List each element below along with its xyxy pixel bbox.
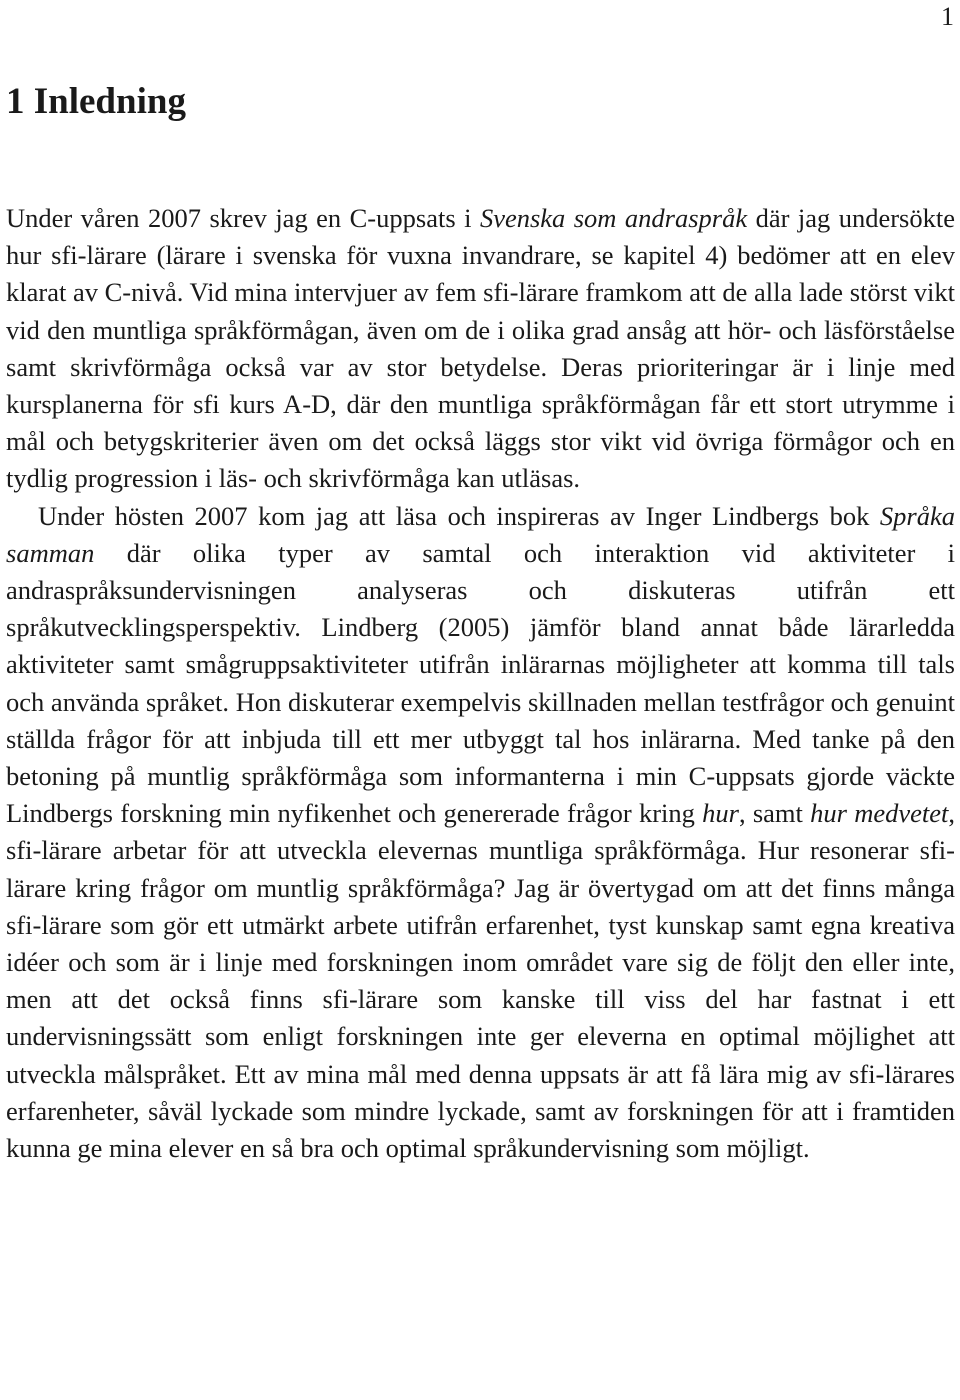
page-number: 1	[941, 2, 954, 31]
paragraph-2-italic-1: Språka samman	[6, 500, 955, 568]
paragraph-2-text-2: där olika typer av samtal och interaktion vid aktiviteter i andraspråksundervisningen analyseras och diskuteras utifrån ett språkutvecklingsperspektiv. Lindberg (2005) jämför bland annat både lärarledda aktiviteter samt smågruppsaktiviteter utifrån inlärarnas möjligheter att komma till tals och använda språket. Hon diskuterar exempelvis skillnaden mellan testfrågor och genuint ställda frågor för att inbjuda till ett mer utbyggt tal hos inlärarna. Med tanke på den betoning på muntlig språkförmåga som informanterna i min C-uppsats gjorde väckte Lindbergs forskning min nyfikenhet och genererade frågor kring	[6, 537, 955, 829]
paragraph-2-italic-2: hur	[702, 798, 739, 829]
paragraph-1-text-1: Under våren 2007 skrev jag en C-uppsats i	[6, 203, 480, 233]
paragraph-2-italic-3: hur medvetet	[810, 798, 949, 829]
paragraph-1-text-2: där jag undersökte hur sfi-lärare (lärare i svenska för vuxna invandrare, se kapitel 4) bedömer att en elev klarat av C-nivå. Vid mina intervjuer av fem sfi-lärare framkom att de alla lade störst vikt vid den muntliga språkförmågan, även om de i olika grad ansåg att hör- och läsförståelse samt skrivförmåga också var av stor betydelse. Deras prioriteringar är i linje med kursplanerna för sfi kurs A-D, där den muntliga språkförmågan får ett stort utrymme i mål och betygskriterier även om det också läggs stor vikt vid övriga förmågor och en tydlig progression i läs- och skrivförmåga kan utläsas.	[6, 203, 955, 494]
paragraph-2-text-3: , samt	[738, 798, 811, 829]
body-text	[6, 200, 955, 1167]
paragraph-2	[6, 498, 955, 1168]
paragraph-2-text-4: , sfi-lärare arbetar för att utveckla elevernas muntliga språkförmåga. Hur resonerar sfi-lärare kring frågor om muntlig språkförmåga? Jag är övertygad om att det finns många sfi-lärare som gör ett utmärkt arbete utifrån erfarenhet, tyst kunskap samt egna kreativa idéer och som är i linje med forskningen inom området vare sig de följt den eller inte, men att det också finns sfi-lärare som kanske till viss del har fastnat i ett undervisningssätt som enligt forskningen inte ger eleverna en optimal möjlighet att utveckla målspråket. Ett av mina mål med denna uppsats är att få lära mig av sfi-lärares erfarenheter, såväl lyckade som mindre lyckade, samt av forskningen för att i framtiden kunna ge mina elever en så bra och optimal språkundervisning som möjligt.	[6, 798, 955, 1164]
paragraph-2-text-1: Under hösten 2007 kom jag att läsa och inspireras av Inger Lindbergs bok	[38, 500, 880, 531]
chapter-heading: 1 Inledning	[6, 81, 186, 122]
paragraph-1	[6, 200, 955, 498]
paragraph-1-italic-1: Svenska som andraspråk	[479, 203, 748, 233]
